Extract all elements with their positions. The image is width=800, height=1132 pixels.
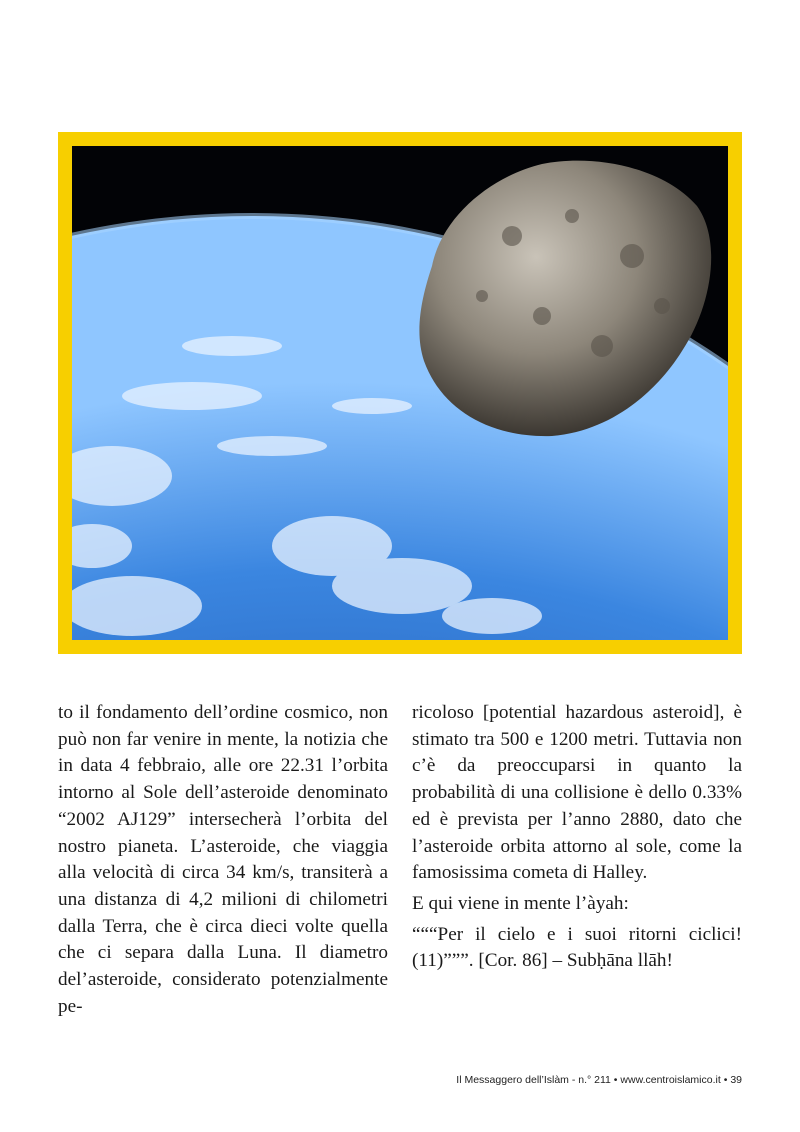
article-paragraph: ricoloso [potential hazardous asteroid], è stimato tra 500 e 1200 metri. Tuttavia non c’è da preoccuparsi in quanto la probabilità di una collisione è dello 0.33% ed è prevista per l’anno 2880, dato che l’asteroide orbita attorno al sole, come la famosissima cometa di Halley. bbox=[412, 702, 742, 884]
article-paragraph: to il fondamento dell’ordine cosmico, non può non far venire in mente, la notizia che in data 4 febbraio, alle ore 22.31 l’orbita intorno al Sole dell’asteroide denominato “2002 AJ129” intersecherà l’orbita del nostro pianeta. L’asteroide, che viaggia alla velocità di circa 34 km/s, transiterà a una distanza di 4,2 milioni di chilometri dalla Terra, che è circa dieci volte quella che ci separa dalla Luna. Il diametro del’asteroide, considerato potenzialmente pe- bbox=[58, 702, 388, 1017]
quote-paragraph: “““Per il cielo e i suoi ritorni ciclici! (11)”””. [Cor. 86] – Subḥāna llāh! bbox=[412, 923, 742, 972]
earth-asteroid-photo bbox=[72, 146, 728, 640]
article-column-left bbox=[58, 700, 388, 1020]
website-link[interactable]: www.centroislamico.it bbox=[620, 1074, 721, 1086]
article-paragraph: E qui viene in mente l’àyah: bbox=[412, 892, 629, 914]
photo-frame bbox=[58, 132, 742, 654]
article-column-right bbox=[412, 700, 742, 975]
bullet-separator: • bbox=[723, 1074, 728, 1086]
page-number: 39 bbox=[730, 1074, 742, 1086]
page-footer bbox=[0, 1074, 742, 1086]
magazine-name: Il Messaggero dell’Islàm - n.° 211 bbox=[456, 1074, 611, 1086]
earth-asteroid-image bbox=[72, 146, 728, 640]
bullet-separator: • bbox=[613, 1074, 618, 1086]
